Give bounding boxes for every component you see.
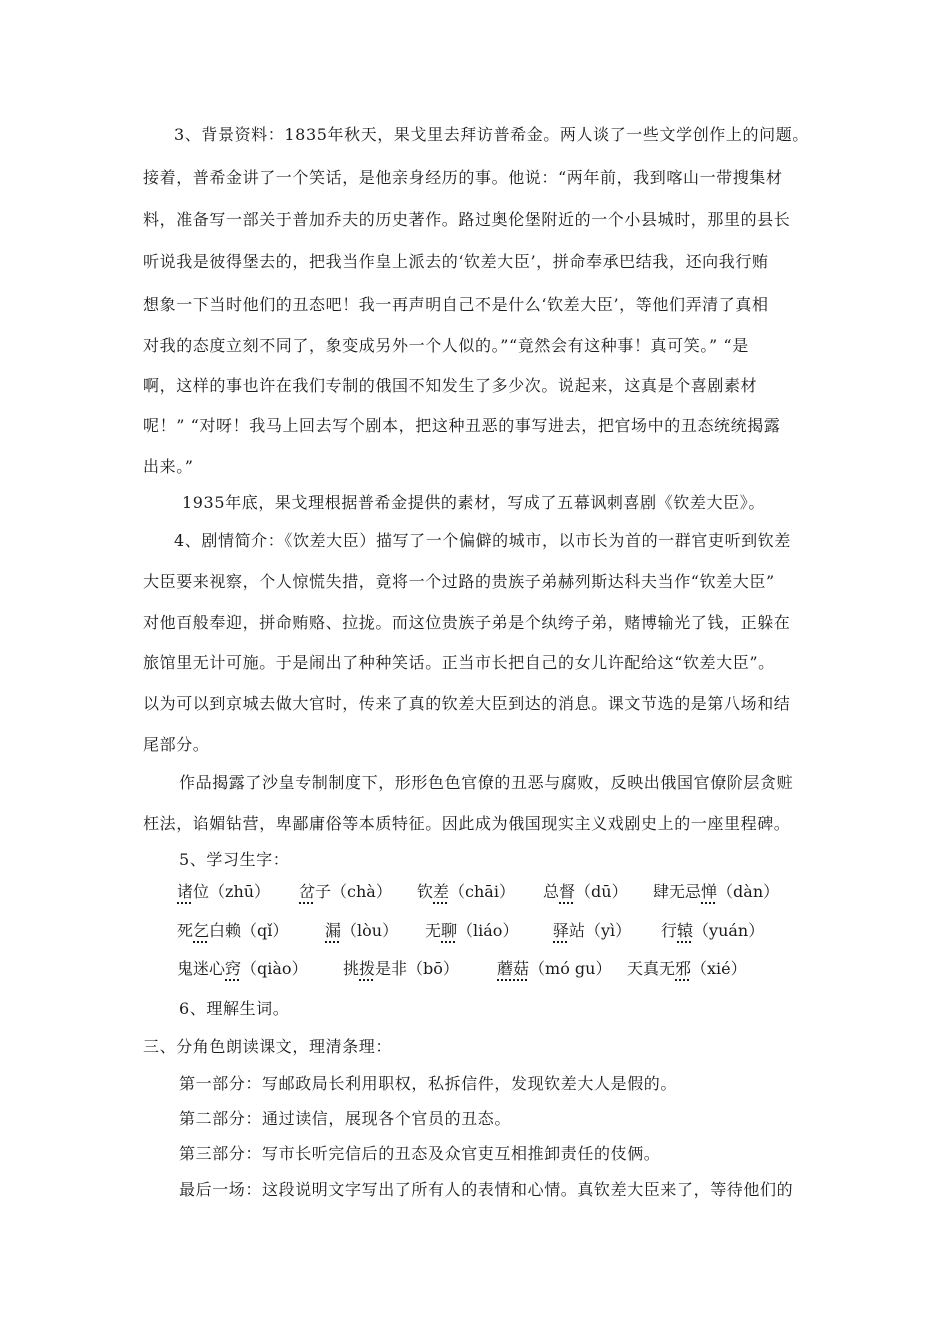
- para-1935: 1935年底，果戈理根据普希金提供的素材，写成了五幕讽刺喜剧《钦差大臣》。: [182, 493, 765, 512]
- para-background-line: 呢！” “对呀！我马上回去写个剧本，把这种丑恶的事写进去，把官场中的丑态统统揭露: [143, 416, 781, 435]
- para-background-line: 听说我是彼得堡去的，把我当作皇上派去的‘钦差大臣’，拼命奉承巴结我，还向我行贿: [143, 252, 769, 271]
- vocab-item: 蘑菇（mó gu）: [497, 959, 612, 978]
- vocab-item: 挑拨是非（bō）: [343, 959, 459, 978]
- vocab-item: 总督（dū）: [543, 882, 628, 901]
- vocab-item: 肆无忌惮（dàn）: [653, 882, 780, 901]
- para-background-line: 料，准备写一部关于普加乔夫的历史著作。路过奥伦堡附近的一个小县城时，那里的县长: [143, 210, 791, 229]
- para-plot-line: 旅馆里无计可施。于是闹出了种种笑话。正当市长把自己的女儿许配给这“钦差大臣”。: [143, 653, 775, 672]
- para-work-line: 作品揭露了沙皇专制制度下，形形色色官僚的丑恶与腐败，反映出俄国官僚阶层贪赃: [179, 773, 794, 792]
- para-background-line: 接着，普希金讲了一个笑话，是他亲身经历的事。他说：“两年前，我到喀山一带搜集材: [143, 168, 783, 187]
- heading-learn-characters: 5、学习生字：: [179, 850, 290, 869]
- part-three: 第三部分：写市长听完信后的丑态及众官吏互相推卸责任的伎俩。: [179, 1144, 661, 1163]
- vocab-item: 漏（lòu）: [325, 921, 399, 940]
- part-one: 第一部分：写邮政局长利用职权，私拆信件，发现钦差大人是假的。: [179, 1074, 678, 1093]
- para-background-line: 想象一下当时他们的丑态吧！我一再声明自己不是什么‘钦差大臣’，等他们弄清了真相: [143, 295, 769, 314]
- para-plot-line: 4、剧情简介：《饮差大臣）描写了一个偏僻的城市，以市长为首的一群官吏听到钦差: [174, 531, 791, 550]
- vocab-item: 死乞白赖（qǐ）: [177, 921, 289, 940]
- vocab-item: 天真无邪（xié）: [627, 959, 747, 978]
- para-plot-line: 对他百般奉迎，拼命贿赂、拉拢。而这位贵族子弟是个纨绔子弟，赌博输光了钱，正躲在: [143, 613, 791, 632]
- para-work-line: 枉法，谄媚钻营，卑鄙庸俗等本质特征。因此成为俄国现实主义戏剧史上的一座里程碑。: [143, 814, 791, 833]
- final-scene: 最后一场：这段说明文字写出了所有人的表情和心情。真钦差大臣来了，等待他们的: [179, 1180, 794, 1199]
- para-plot-line: 大臣要来视察，个人惊慌失措，竟将一个过路的贵族子弟赫列斯达科夫当作“钦差大臣”: [143, 572, 775, 591]
- para-plot-line: 尾部分。: [143, 735, 210, 754]
- part-two: 第二部分：通过读信，展现各个官员的丑态。: [179, 1109, 512, 1128]
- section-three-heading: 三、分角色朗读课文，理清条理：: [143, 1037, 393, 1056]
- vocab-item: 无聊（liáo）: [425, 921, 519, 940]
- para-background-line: 啊，这样的事也许在我们专制的俄国不知发生了多少次。说起来，这真是个喜剧素材: [143, 376, 758, 395]
- vocab-item: 驿站（yì）: [553, 921, 632, 940]
- para-background-line: 对我的态度立刻不同了，象变成另外一个人似的。”“竟然会有这种事！真可笑。” “是: [143, 336, 749, 355]
- vocab-item: 诸位（zhū）: [177, 882, 271, 901]
- vocab-item: 钦差（chāi）: [417, 882, 515, 901]
- para-background-line: 出来。”: [143, 457, 194, 476]
- vocab-item: 鬼迷心窍（qiào）: [177, 959, 308, 978]
- vocab-item: 行辕（yuán）: [661, 921, 765, 940]
- para-plot-line: 以为可以到京城去做大官时，传来了真的钦差大臣到达的消息。课文节选的是第八场和结: [143, 694, 791, 713]
- heading-understand-words: 6、理解生词。: [179, 999, 290, 1018]
- vocab-item: 岔子（chà）: [299, 882, 392, 901]
- para-background-line: 3、背景资料：1835年秋天，果戈里去拜访普希金。两人谈了一些文学创作上的问题。: [174, 125, 809, 144]
